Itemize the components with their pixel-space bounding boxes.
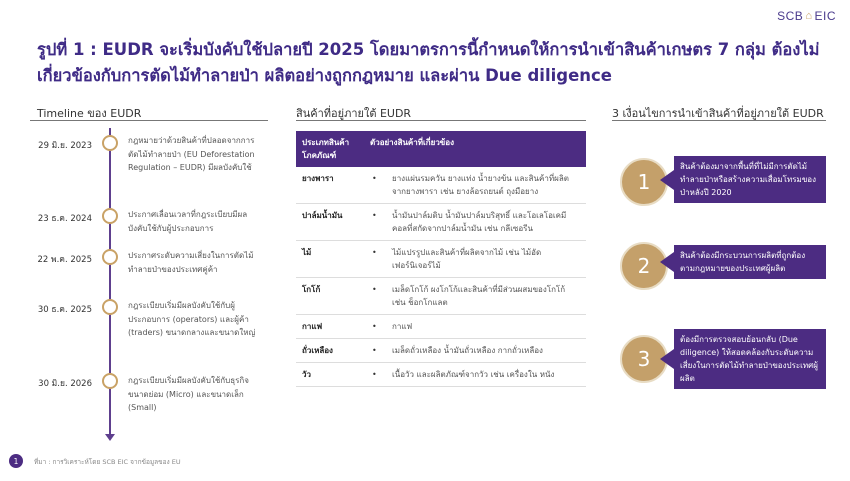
column-header-examples: ตัวอย่างสินค้าที่เกี่ยวข้อง [364, 131, 586, 167]
timeline-text: กฎหมายว่าด้วยสินค้าที่ปลอดจากการตัดไม้ทำลายป่า (EU Deforestation Regulation – EUDR) มีผลบังคับใช้ [128, 136, 255, 172]
column-header-category: ประเภทสินค้าโภคภัณฑ์ [296, 131, 364, 167]
scb-eic-logo [777, 9, 836, 23]
conditions-divider [612, 120, 826, 121]
category-cell: ยางพารา [296, 167, 364, 204]
timeline-dot [102, 208, 118, 224]
table-row [296, 339, 586, 363]
example-text: • เมล็ดถั่วเหลือง น้ำมันถั่วเหลือง กากถั่วเหลือง [370, 344, 580, 357]
category-cell: กาแฟ [296, 315, 364, 339]
timeline-dot [102, 373, 118, 389]
timeline-dot [102, 135, 118, 151]
timeline-date: 23 ธ.ค. 2024 [37, 214, 92, 224]
timeline-text: กฎระเบียบเริ่มมีผลบังคับใช้กับธุรกิจขนาดย่อม (Micro) และขนาดเล็ก (Small) [128, 376, 249, 412]
timeline-text: ประกาศเลื่อนเวลาที่กฎระเบียบมีผลบังคับใช้กับผู้ประกอบการ [128, 210, 248, 233]
products-table [296, 131, 586, 387]
table-row [296, 241, 586, 278]
condition-number-badge: 3 [620, 335, 668, 383]
condition-number-badge: 2 [620, 242, 668, 290]
table-header-row [296, 131, 586, 167]
example-cell [364, 204, 586, 241]
timeline-text: กฎระเบียบเริ่มมีผลบังคับใช้กับผู้ประกอบการ (operators) และผู้ค้า (traders) ขนาดกลางและขนาดใหญ่ [128, 301, 256, 337]
category-cell: ถั่วเหลือง [296, 339, 364, 363]
conditions-heading: 3 เงื่อนไขการนำเข้าสินค้าที่อยู่ภายใต้ EUDR [612, 107, 824, 120]
logo-scb: SCB [777, 9, 804, 23]
logo-eic: EIC [814, 9, 836, 23]
condition-box: ต้องมีการตรวจสอบย้อนกลับ (Due diligence) ให้สอดคล้องกับระดับความเสี่ยงในการตัดไม้ทำลายป่าของประเทศผู้ผลิต [674, 329, 826, 389]
timeline-axis [109, 128, 111, 436]
example-cell [364, 167, 586, 204]
example-text: • กาแฟ [370, 320, 580, 333]
page-number-badge: 1 [9, 454, 23, 468]
category-cell: ปาล์มน้ำมัน [296, 204, 364, 241]
table-row [296, 204, 586, 241]
products-heading: สินค้าที่อยู่ภายใต้ EUDR [296, 107, 412, 120]
category-cell: โกโก้ [296, 278, 364, 315]
condition-box: สินค้าต้องมาจากพื้นที่ที่ไม่มีการตัดไม้ทำลายป่าหรือสร้างความเสื่อมโทรมของป่าหลังปี 2020 [674, 156, 826, 203]
table-row [296, 167, 586, 204]
timeline-arrow-icon [105, 434, 115, 441]
example-text: • ไม้แปรรูปและสินค้าที่ผลิตจากไม้ เช่น ไม้อัด เฟอร์นิเจอร์ไม้ [370, 246, 580, 272]
condition-number-badge: 1 [620, 158, 668, 206]
example-cell [364, 278, 586, 315]
example-text: • ยางแผ่นรมควัน ยางแท่ง น้ำยางข้น และสินค้าที่ผลิตจากยางพารา เช่น ยางล้อรถยนต์ ถุงมือยาง [370, 172, 580, 198]
products-divider [296, 120, 586, 121]
timeline-divider [30, 120, 268, 121]
timeline-date: 30 ธ.ค. 2025 [37, 305, 92, 315]
example-cell [364, 241, 586, 278]
timeline-text: ประกาศระดับความเสี่ยงในการตัดไม้ทำลายป่าของประเทศคู่ค้า [128, 251, 254, 274]
condition-box: สินค้าต้องมีกระบวนการผลิตที่ถูกต้องตามกฎหมายของประเทศผู้ผลิต [674, 245, 826, 279]
category-cell: วัว [296, 363, 364, 387]
category-cell: ไม้ [296, 241, 364, 278]
page-title: รูปที่ 1 : EUDR จะเริ่มบังคับใช้ปลายปี 2025 โดยมาตรการนี้กำหนดให้การนำเข้าสินค้าเกษตร 7 กลุ่ม ต้องไม่เกี่ยวข้องกับการตัดไม้ทำลายป่า ผลิตอย่างถูกกฎหมาย และผ่าน Due diligence [37, 40, 820, 85]
example-text: • น้ำมันปาล์มดิบ น้ำมันปาล์มบริสุทธิ์ และโอเลโอเคมีคอลที่สกัดจากปาล์มน้ำมัน เช่น กลีเซอรีน [370, 209, 580, 235]
timeline-date: 29 มิ.ย. 2023 [38, 141, 92, 151]
house-icon: ⌂ [805, 10, 813, 22]
table-row [296, 363, 586, 387]
example-text: • เนื้อวัว และผลิตภัณฑ์จากวัว เช่น เครื่องใน หนัง [370, 368, 580, 381]
timeline-date: 22 พ.ค. 2025 [37, 255, 92, 265]
timeline-date: 30 มิ.ย. 2026 [38, 379, 92, 389]
example-text: • เมล็ดโกโก้ ผงโกโก้และสินค้าที่มีส่วนผสมของโกโก้ เช่น ช็อกโกแลต [370, 283, 580, 309]
timeline-dot [102, 299, 118, 315]
source-note: ที่มา : การวิเคราะห์โดย SCB EIC จากข้อมูลของ EU [34, 458, 181, 466]
timeline-heading: Timeline ของ EUDR [37, 107, 142, 120]
example-cell [364, 315, 586, 339]
table-row [296, 315, 586, 339]
table-row [296, 278, 586, 315]
example-cell [364, 339, 586, 363]
timeline-dot [102, 249, 118, 265]
example-cell [364, 363, 586, 387]
